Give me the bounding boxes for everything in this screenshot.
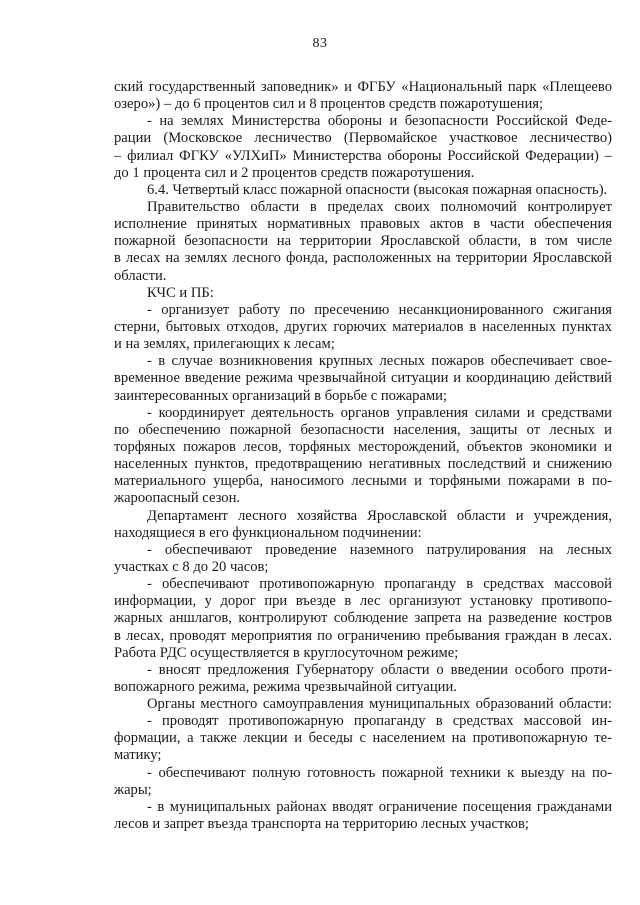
text-line: - на землях Министерства обороны и безопасности Российской Феде- — [147, 113, 612, 130]
text-line: находящиеся в его функциональном подчинении: — [114, 524, 422, 541]
text-line: 6.4. Четвертый класс пожарной опасности (высокая пожарная опасность). — [147, 181, 608, 198]
text-line: КЧС и ПБ: — [147, 284, 214, 301]
text-line: торфяных пожаров лесов, торфяных месторождений, объектов экономики и — [114, 438, 612, 455]
text-line: Органы местного самоуправления муниципальных образований области: — [147, 696, 612, 713]
text-line: - вносят предложения Губернатору области о введении особого проти- — [147, 661, 612, 678]
text-line: материального ущерба, наносимого лесными и торфяными пожарами в по- — [114, 473, 612, 490]
text-line: - в муниципальных районах вводят ограничение посещения гражданами — [147, 798, 612, 815]
text-line: и на землях, прилегающих к лесам; — [114, 336, 335, 353]
page-number: 83 — [312, 36, 328, 51]
text-line: населенных пунктов, предотвращению негативных последствий и снижению — [114, 456, 612, 473]
text-line: ский государственный заповедник» и ФГБУ «Национальный парк «Плещеево — [114, 79, 612, 95]
text-line: пожарной безопасности на территории Ярославской области, в том числе — [114, 233, 612, 250]
text-line: стерни, бытовых отходов, других горючих материалов в населенных пунктах — [114, 318, 612, 335]
text-line: Правительство области в пределах своих полномочий контролирует — [147, 198, 612, 215]
text-line: вопожарного режима, режима чрезвычайной ситуации. — [114, 678, 457, 695]
text-line: рации (Московское лесничество (Первомайское участковое лесничество) — [114, 130, 612, 147]
text-line: - обеспечивают проведение наземного патрулирования на лесных — [147, 541, 612, 558]
text-line: озеро») – до 6 процентов сил и 8 процентов средств пожаротушения; — [114, 96, 544, 113]
text-line: матику; — [114, 747, 162, 764]
text-line: Департамент лесного хозяйства Ярославской области и учреждения, — [147, 507, 612, 524]
text-line: жары; — [114, 781, 152, 798]
document-body — [114, 79, 612, 833]
text-line: лесов и запрет въезда транспорта на территорию лесных участков; — [114, 816, 529, 833]
text-line: участках с 8 до 20 часов; — [114, 558, 269, 575]
text-line: исполнение принятых нормативных правовых актов в части обеспечения — [114, 216, 612, 233]
text-line: до 1 процента сил и 2 процентов средств пожаротушения. — [114, 164, 475, 181]
text-line: формации, а также лекции и беседы с населением на противопожарную те- — [114, 730, 612, 747]
text-line: информации, у дорог при въезде в лес организуют установку противопо- — [114, 593, 612, 610]
text-line: - организует работу по пресечению несанкционированного сжигания — [147, 301, 612, 318]
text-line: области. — [114, 267, 167, 284]
text-line: жарных аншлагов, контролируют соблюдение запрета на разведение костров — [114, 610, 612, 627]
text-line: Работа РДС осуществляется в круглосуточном режиме; — [114, 644, 459, 661]
text-line: - обеспечивают полную готовность пожарной техники к выезду на по- — [147, 764, 612, 781]
text-line: - проводят противопожарную пропаганду в средствах массовой ин- — [147, 713, 612, 730]
text-line: жароопасный сезон. — [114, 490, 241, 507]
text-line: – филиал ФГКУ «УЛХиП» Министерства обороны Российской Федерации) – — [114, 147, 612, 164]
text-line: в лесах, проводят мероприятия по ограничению пребывания граждан в лесах. — [114, 627, 612, 644]
text-line: - координирует деятельность органов управления силами и средствами — [147, 404, 612, 421]
text-line: заинтересованных организаций в борьбе с пожарами; — [114, 387, 448, 404]
text-line: в лесах на землях лесного фонда, расположенных на территории Ярославской — [114, 250, 612, 267]
text-line: - в случае возникновения крупных лесных пожаров обеспечивает свое- — [147, 353, 612, 370]
text-line: - обеспечивают противопожарную пропаганду в средствах массовой — [147, 576, 612, 593]
text-line: по обеспечению пожарной безопасности населения, защиты от лесных и — [114, 421, 612, 438]
text-line: временное введение режима чрезвычайной ситуации и координацию действий — [114, 370, 612, 387]
